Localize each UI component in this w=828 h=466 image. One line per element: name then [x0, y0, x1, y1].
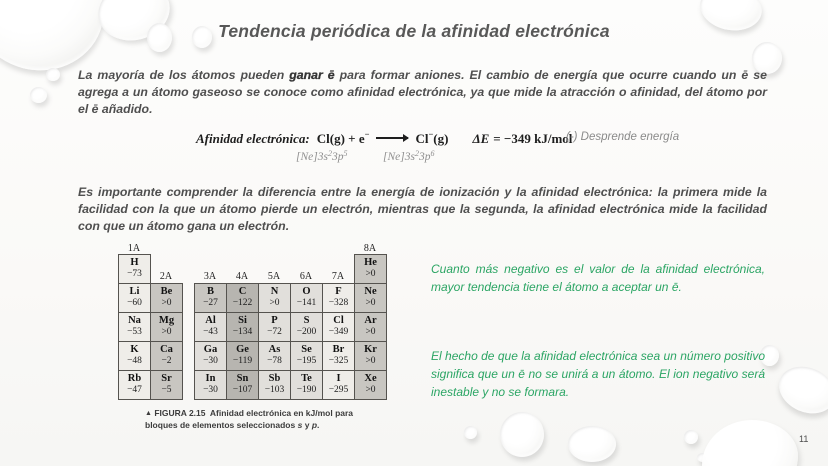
- element-cell-ar: [354, 312, 387, 342]
- equation-lhs: Cl(g) + e: [316, 131, 365, 146]
- element-cell-he: [354, 254, 387, 284]
- element-affinity-value: >0: [365, 385, 376, 395]
- element-symbol: Ge: [236, 344, 249, 355]
- water-droplet-icon: [772, 358, 828, 422]
- element-cell-k: [118, 341, 151, 371]
- gain-electron-emphasis: ganar ē: [289, 68, 335, 82]
- group-label-3a: 3A: [203, 271, 217, 282]
- delta-e-value: [472, 131, 572, 146]
- equation-label: Afinidad electrónica:: [196, 131, 310, 146]
- element-symbol: Xe: [364, 373, 377, 384]
- element-cell-se: [290, 341, 323, 371]
- group-label-2a: 2A: [159, 271, 173, 282]
- group-label-6a: 6A: [299, 271, 313, 282]
- element-cell-sb: [258, 370, 291, 400]
- figure-caption-period: .: [317, 419, 320, 430]
- element-affinity-value: −48: [127, 356, 142, 366]
- element-affinity-value: −73: [127, 269, 142, 279]
- element-affinity-value: −47: [127, 385, 142, 395]
- figure-caption-label: FIGURA 2.15: [154, 408, 206, 418]
- element-cell-ga: [194, 341, 227, 371]
- figure-caption-s: s: [297, 419, 303, 430]
- element-cell-ca: [150, 341, 183, 371]
- green-note-positive-affinity: El hecho de que la afinidad electrónica sea un número positivo significa que un ē no se unirá a un átomo. El ion negativo será inestable y no se formara.: [431, 349, 765, 399]
- element-symbol: Ga: [203, 344, 218, 355]
- group-label-4a: 4A: [235, 271, 249, 282]
- figure-caption-marker: ▲: [145, 410, 152, 417]
- element-symbol: Al: [205, 315, 216, 326]
- element-symbol: Te: [301, 373, 312, 384]
- delta-e-number: = −349 kJ/mol: [493, 131, 573, 146]
- element-symbol: He: [364, 257, 377, 268]
- water-droplet-icon: [568, 426, 616, 462]
- element-cell-rb: [118, 370, 151, 400]
- element-cell-mg: [150, 312, 183, 342]
- anion-charge-sup: −: [428, 129, 434, 139]
- figure-caption: [145, 408, 359, 431]
- element-affinity-value: −141: [296, 298, 317, 308]
- element-symbol: Na: [128, 315, 141, 326]
- element-symbol: C: [238, 286, 247, 297]
- element-affinity-value: −134: [232, 327, 253, 337]
- element-cell-sr: [150, 370, 183, 400]
- element-symbol: F: [335, 286, 342, 297]
- element-affinity-value: −78: [267, 356, 282, 366]
- element-symbol: Cl: [333, 315, 344, 326]
- element-cell-cl: [322, 312, 355, 342]
- figure-caption-p: p: [311, 419, 318, 430]
- element-cell-ne: [354, 283, 387, 313]
- group-label-8a: 8A: [363, 243, 377, 254]
- element-affinity-value: −349: [328, 327, 349, 337]
- figure-table: [118, 243, 388, 400]
- delta-e-symbol: ΔE: [472, 131, 490, 146]
- element-cell-in: [194, 370, 227, 400]
- electron-affinity-equation: [196, 129, 572, 147]
- element-cell-li: [118, 283, 151, 313]
- config-base: [Ne]3s: [383, 151, 415, 163]
- green-note-negative-affinity: Cuanto más negativo es el valor de la afinidad electrónica, mayor tendencia tiene el átomo a aceptar un ē.: [431, 262, 765, 294]
- element-symbol: I: [336, 373, 341, 384]
- element-symbol: Sb: [268, 373, 281, 384]
- element-symbol: K: [130, 344, 139, 355]
- element-affinity-value: −53: [127, 327, 142, 337]
- element-affinity-value: −2: [161, 356, 172, 366]
- element-symbol: Sn: [236, 373, 249, 384]
- element-cell-as: [258, 341, 291, 371]
- element-cell-be: [150, 283, 183, 313]
- equation-rhs-state: (g): [433, 131, 449, 146]
- element-affinity-value: >0: [365, 298, 376, 308]
- element-symbol: Ne: [364, 286, 377, 297]
- element-affinity-value: −43: [203, 327, 218, 337]
- element-affinity-value: −30: [203, 356, 218, 366]
- element-affinity-value: −328: [328, 298, 349, 308]
- element-symbol: Si: [238, 315, 247, 326]
- element-cell-te: [290, 370, 323, 400]
- figure-caption-conj: y: [304, 419, 310, 430]
- element-cell-b: [194, 283, 227, 313]
- element-symbol: In: [205, 373, 216, 384]
- element-symbol: Be: [160, 286, 173, 297]
- element-affinity-value: −5: [161, 385, 172, 395]
- element-affinity-value: −30: [203, 385, 218, 395]
- config-base: 3p: [418, 151, 431, 163]
- element-affinity-value: −60: [127, 298, 142, 308]
- reaction-arrow-icon: [376, 137, 408, 139]
- element-symbol: Se: [301, 344, 312, 355]
- config-sup: 2: [414, 149, 419, 158]
- page-title: Tendencia periódica de la afinidad electrónica: [218, 21, 610, 41]
- element-affinity-value: −107: [232, 385, 253, 395]
- comparison-paragraph: Es importante comprender la diferencia entre la energía de ionización y la afinidad electrónica: la primera mide la facilidad con la que un átomo pierde un electrón, mientras que la segunda, la afinidad electrónica mide la facilidad con que un átomo gana un electrón.: [78, 185, 767, 233]
- element-cell-p: [258, 312, 291, 342]
- config-sup: 5: [343, 149, 348, 158]
- element-cell-br: [322, 341, 355, 371]
- element-affinity-value: >0: [365, 327, 376, 337]
- config-base: 3p: [331, 151, 344, 163]
- element-cell-xe: [354, 370, 387, 400]
- energy-release-note: (-) Desprende energía: [566, 131, 680, 143]
- electron-config-cl: [296, 149, 347, 163]
- element-symbol: H: [130, 257, 139, 268]
- element-cell-n: [258, 283, 291, 313]
- element-symbol: Sr: [161, 373, 172, 384]
- element-cell-ge: [226, 341, 259, 371]
- group-label-7a: 7A: [331, 271, 345, 282]
- element-symbol: Rb: [127, 373, 142, 384]
- element-cell-na: [118, 312, 151, 342]
- element-cell-c: [226, 283, 259, 313]
- element-symbol: Li: [129, 286, 140, 297]
- element-affinity-value: −119: [232, 356, 253, 366]
- element-affinity-value: −103: [264, 385, 285, 395]
- element-affinity-value: −200: [296, 327, 317, 337]
- config-base: [Ne]3s: [296, 151, 328, 163]
- element-cell-h: [118, 254, 151, 284]
- element-affinity-value: −295: [328, 385, 349, 395]
- electron-charge-sup: −: [364, 129, 370, 139]
- intro-paragraph: [78, 67, 767, 118]
- element-symbol: Ca: [160, 344, 173, 355]
- water-droplet-icon: [30, 87, 47, 103]
- element-affinity-value: >0: [365, 356, 376, 366]
- element-symbol: Br: [332, 344, 345, 355]
- group-label-1a: 1A: [127, 243, 141, 254]
- element-cell-si: [226, 312, 259, 342]
- intro-text-pre: La mayoría de los átomos pueden: [78, 68, 290, 82]
- element-affinity-value: −72: [267, 327, 282, 337]
- element-affinity-value: >0: [365, 269, 376, 279]
- element-affinity-value: −195: [296, 356, 317, 366]
- element-symbol: Mg: [158, 315, 175, 326]
- water-droplet-icon: [702, 420, 798, 466]
- electron-config-cl-anion: [383, 149, 434, 163]
- water-droplet-icon: [684, 430, 698, 444]
- element-cell-f: [322, 283, 355, 313]
- element-symbol: B: [206, 286, 214, 297]
- element-affinity-value: >0: [269, 298, 280, 308]
- element-cell-sn: [226, 370, 259, 400]
- group-label-5a: 5A: [267, 271, 281, 282]
- water-droplet-icon: [500, 412, 544, 457]
- intro-text-post: para formar aniones. El cambio de energía que ocurre cuando un ē se agrega a un átomo gaseoso se conoce como afinidad electrónica, ya que mide la atracción o afinidad, del átomo por el ē añadido.: [78, 68, 767, 116]
- figure-caption-text: Afinidad electrónica en kJ/mol para bloques de elementos seleccionados: [145, 408, 354, 430]
- water-droplet-icon: [46, 68, 60, 81]
- element-affinity-value: −27: [203, 298, 218, 308]
- equation-rhs: Cl: [415, 131, 429, 146]
- element-affinity-value: >0: [161, 298, 172, 308]
- element-symbol: S: [303, 315, 310, 326]
- config-sup: 6: [430, 149, 435, 158]
- element-symbol: As: [268, 344, 281, 355]
- element-symbol: Kr: [364, 344, 377, 355]
- element-cell-s: [290, 312, 323, 342]
- element-cell-kr: [354, 341, 387, 371]
- element-affinity-value: −190: [296, 385, 317, 395]
- element-affinity-value: −325: [328, 356, 349, 366]
- element-affinity-value: >0: [161, 327, 172, 337]
- water-droplet-icon: [464, 426, 477, 439]
- element-symbol: P: [271, 315, 278, 326]
- element-symbol: N: [270, 286, 279, 297]
- element-affinity-value: −122: [232, 298, 253, 308]
- element-cell-al: [194, 312, 227, 342]
- config-sup: 2: [327, 149, 332, 158]
- element-cell-o: [290, 283, 323, 313]
- element-symbol: Ar: [364, 315, 377, 326]
- page-number: 11: [799, 434, 809, 444]
- element-cell-i: [322, 370, 355, 400]
- element-symbol: O: [302, 286, 311, 297]
